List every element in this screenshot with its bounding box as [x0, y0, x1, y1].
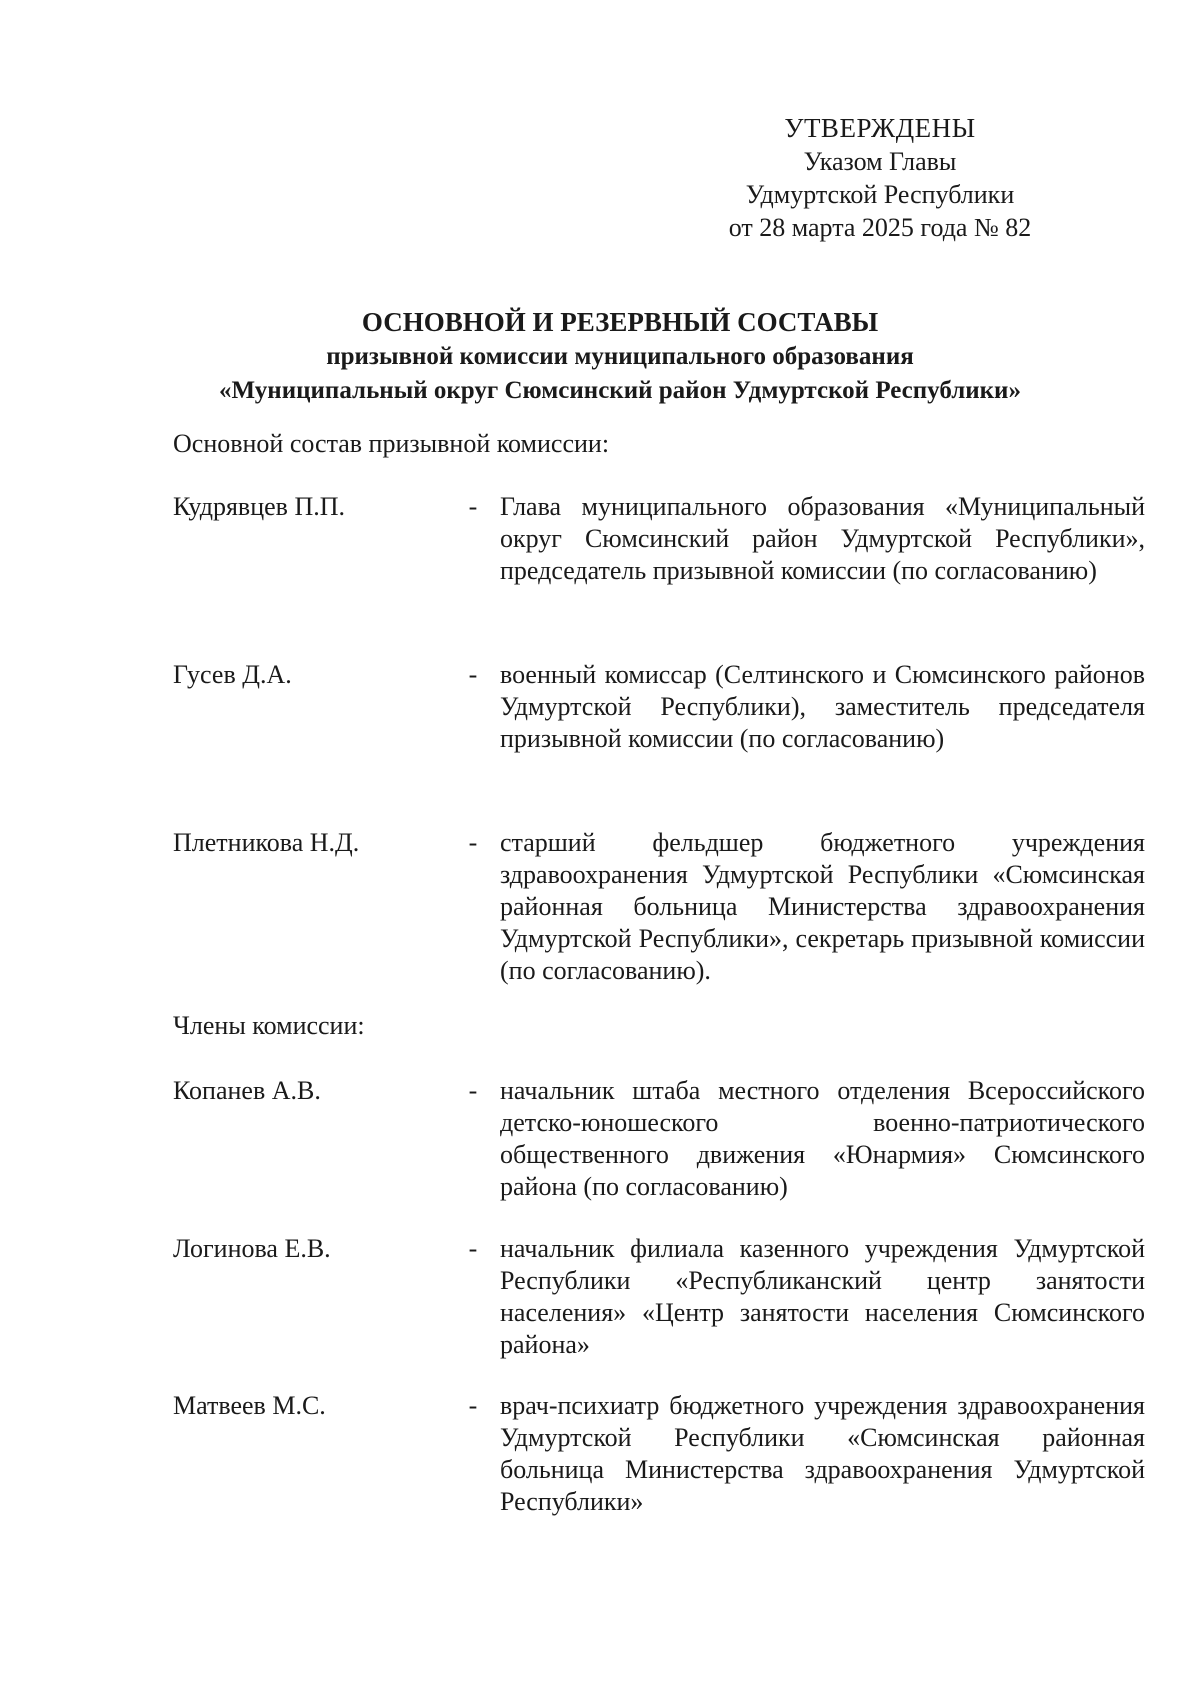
member-name: Кудрявцев П.П. — [173, 492, 345, 521]
member-name: Копанев А.В. — [173, 1076, 321, 1105]
approval-heading: УТВЕРЖДЕНЫ — [784, 113, 976, 143]
member-role: старший фельдшер бюджетного учреждения здравоохранения Удмуртской Республики «Сюмсинская районная больница Министерства здравоохранения Удмуртской Республики», секретарь призывной комиссии (по согласованию). — [500, 828, 1145, 985]
dash-separator: - — [468, 1076, 478, 1105]
member-role: врач-психиатр бюджетного учреждения здравоохранения Удмуртской Республики «Сюмсинская районная больница Министерства здравоохранения Удмуртской Республики» — [500, 1391, 1145, 1516]
approval-region-line: Удмуртской Республики — [745, 180, 1015, 209]
dash-separator: - — [468, 828, 478, 857]
title-subtitle: призывной комиссии муниципального образования — [326, 343, 914, 370]
member-name: Матвеев М.С. — [173, 1391, 326, 1420]
member-role: начальник филиала казенного учреждения Удмуртской Республики «Республиканский центр занятости населения» «Центр занятости населения Сюмсинского района» — [500, 1234, 1145, 1359]
member-name: Логинова Е.В. — [173, 1234, 331, 1263]
members-section-label: Члены комиссии: — [173, 1011, 365, 1040]
approval-stamp-block — [700, 112, 1060, 244]
dash-separator: - — [468, 1234, 478, 1263]
dash-separator: - — [468, 660, 478, 689]
document-title — [100, 304, 1140, 408]
approval-date-line: от 28 марта 2025 года № 82 — [728, 213, 1032, 242]
dash-separator: - — [468, 1391, 478, 1420]
approval-decree-line: Указом Главы — [803, 147, 957, 176]
main-section-label: Основной состав призывной комиссии: — [173, 429, 610, 458]
member-name: Гусев Д.А. — [173, 660, 292, 689]
member-role: Глава муниципального образования «Муниципальный округ Сюмсинский район Удмуртской Республики», председатель призывной комиссии (по согласованию) — [500, 492, 1145, 585]
member-name: Плетникова Н.Д. — [173, 828, 360, 857]
dash-separator: - — [468, 492, 478, 521]
title-main: ОСНОВНОЙ И РЕЗЕРВНЫЙ СОСТАВЫ — [361, 307, 879, 337]
member-role: военный комиссар (Селтинского и Сюмсинского районов Удмуртской Республики), заместитель председателя призывной комиссии (по согласованию) — [500, 660, 1145, 753]
member-role: начальник штаба местного отделения Всероссийского детско-юношеского военно-патриотического общественного движения «Юнармия» Сюмсинского района (по согласованию) — [500, 1076, 1145, 1201]
title-organization: «Муниципальный округ Сюмсинский район Удмуртской Республики» — [219, 377, 1021, 404]
